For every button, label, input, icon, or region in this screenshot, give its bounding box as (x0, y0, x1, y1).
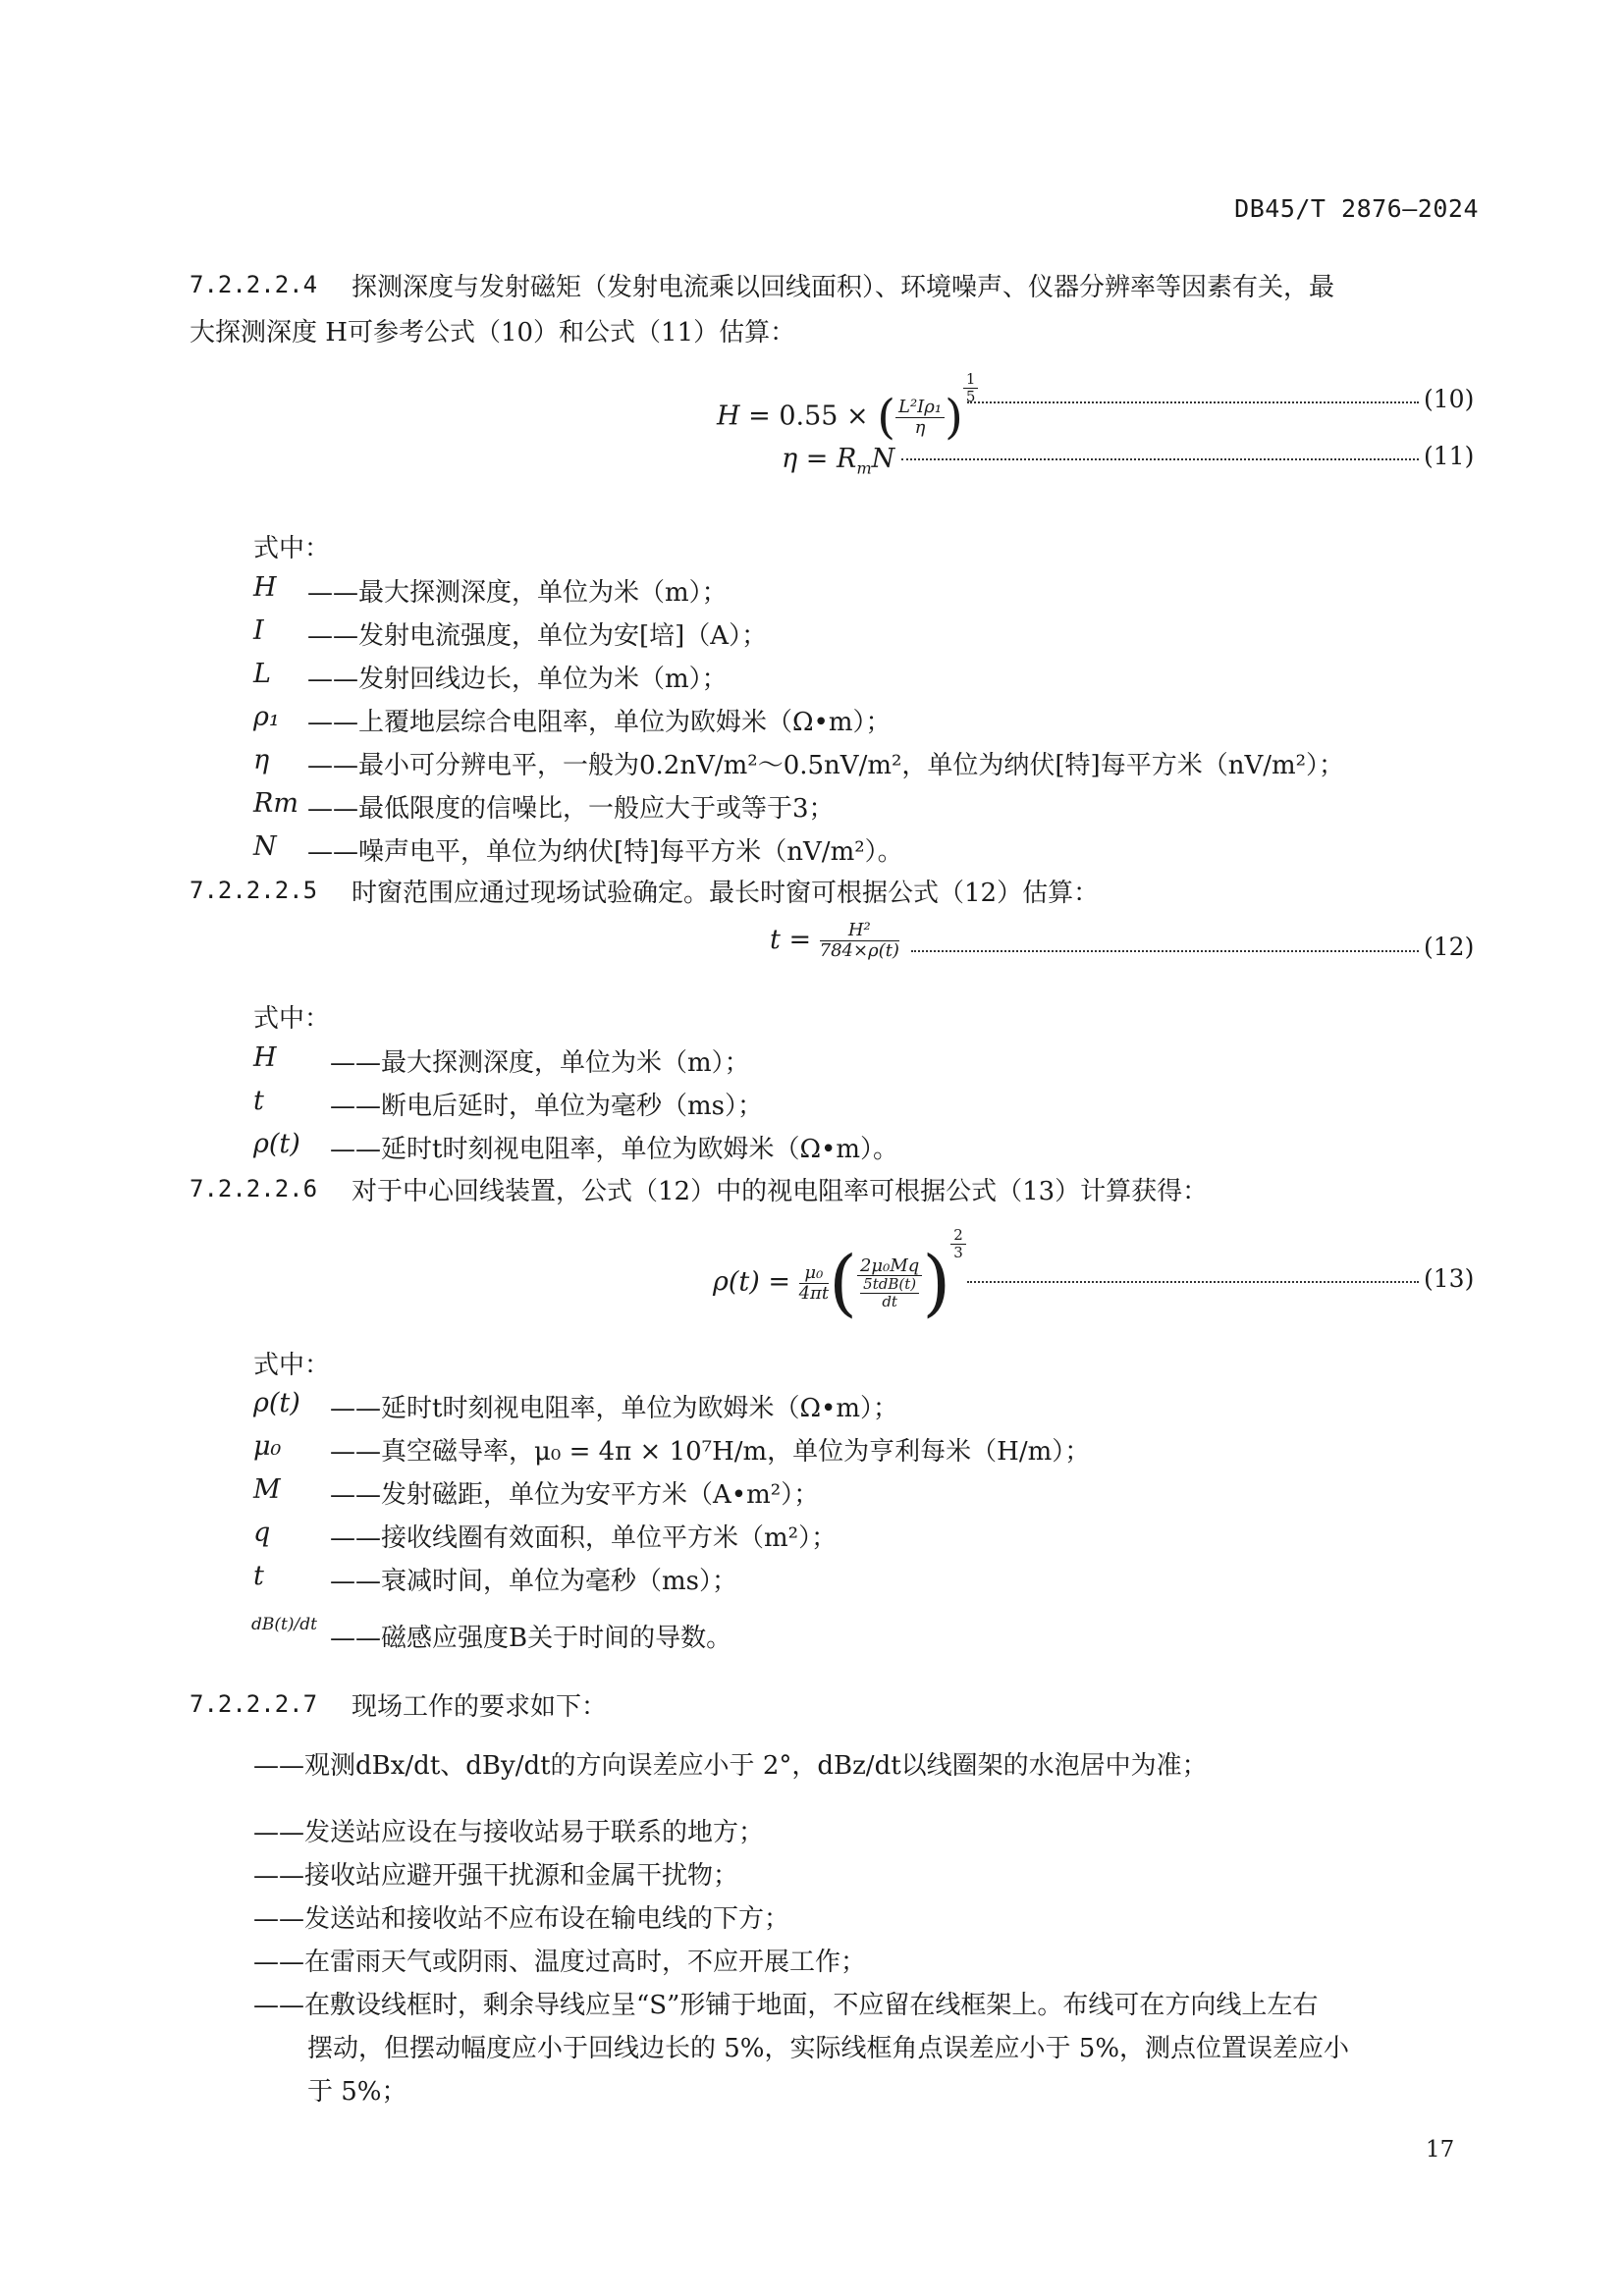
def-symbol: ρ(t) (253, 1129, 300, 1159)
def-symbol: I (253, 615, 264, 646)
def-description: ——最小可分辨电平，一般为0.2nV/m²～0.5nV/m²，单位为纳伏[特]每平方米（nV/m²）； (307, 751, 1345, 780)
where-label-5: 式中： (253, 1004, 331, 1034)
def-symbol: t (253, 1086, 264, 1116)
leader-dots-12 (911, 950, 1419, 952)
def-symbol: Rm (253, 788, 298, 819)
list-item: ——观测dBx/dt、dBy/dt的方向误差应小于 2°，dBz/dt以线圈架的水泡居中为准； (253, 1751, 1208, 1781)
section-number-5: 7.2.2.2.5 (189, 877, 318, 904)
def-symbol: dB(t)/dt (251, 1615, 317, 1634)
def-description: ——发射电流强度，单位为安[培]（A）； (307, 621, 768, 651)
def-symbol: N (253, 831, 277, 862)
def-description: ——发射回线边长，单位为米（m）； (307, 665, 728, 694)
equation-number-11: (11) (1424, 442, 1475, 470)
def-symbol: ρ₁ (253, 702, 280, 732)
def-description: ——延时t时刻视电阻率，单位为欧姆米（Ω•m）。 (330, 1135, 898, 1164)
def-symbol: M (253, 1474, 281, 1505)
list-item-line3: 于 5%； (307, 2077, 407, 2107)
document-code: DB45/T 2876—2024 (1234, 194, 1479, 223)
list-item-line1: ——在敷设线框时，剩余导线应呈“S”形铺于地面，不应留在线框架上。布线可在方向线上左右 (253, 1991, 1319, 2020)
where-label-4: 式中： (253, 534, 331, 563)
equation-number-10: (10) (1424, 385, 1475, 413)
where-label-6: 式中： (253, 1351, 331, 1380)
equation-11: $\eta = R_mN$ (782, 444, 895, 478)
list-item: ——在雷雨天气或阴雨、温度过高时，不应开展工作； (253, 1948, 867, 1977)
section-text-5: 时窗范围应通过现场试验确定。最长时窗可根据公式（12）估算： (352, 879, 1100, 908)
def-symbol: μ₀ (253, 1431, 282, 1462)
def-symbol: H (253, 1042, 277, 1073)
def-description: ——磁感应强度B关于时间的导数。 (330, 1624, 732, 1653)
equation-10: H = 0.55 × ( $\frac{\text{L²Iρ₁}}{\eta}$ ) $\frac{1}{5}$ (717, 371, 978, 441)
list-item: ——接收站应避开强干扰源和金属干扰物； (253, 1861, 739, 1891)
equation-number-13: (13) (1424, 1264, 1475, 1293)
section-number-6: 7.2.2.2.6 (189, 1175, 318, 1202)
equation-13: ρ(t) = $\frac{\text{μ₀}}{4\pi t}$ ( $\frac{\text{2μ₀Mq}}{\frac{\text{5tdB(t)}}{dt}}$ ) $\frac{2}{3}$ (713, 1227, 966, 1319)
def-description: ——发射磁距，单位为安平方米（A•m²）； (330, 1480, 820, 1510)
def-symbol: t (253, 1561, 264, 1591)
equation-12: t = $\frac{\text{H²}}{784\times\rho(t)}$ (770, 920, 899, 961)
def-description: ——延时t时刻视电阻率，单位为欧姆米（Ω•m）； (330, 1394, 898, 1423)
section-text-7: 现场工作的要求如下： (352, 1692, 608, 1722)
section-number-7: 7.2.2.2.7 (189, 1690, 318, 1718)
list-item-line2: 摆动，但摆动幅度应小于回线边长的 5%，实际线框角点误差应小于 5%，测点位置误差应小 (307, 2034, 1350, 2063)
leader-dots-10 (967, 401, 1419, 403)
def-description: ——上覆地层综合电阻率，单位为欧姆米（Ω•m）； (307, 708, 892, 737)
section-number-4: 7.2.2.2.4 (189, 271, 318, 298)
def-symbol: ρ(t) (253, 1388, 300, 1418)
section-text-4-line2: 大探测深度 H可参考公式（10）和公式（11）估算： (189, 318, 796, 347)
def-description: ——接收线圈有效面积，单位平方米（m²）； (330, 1523, 838, 1553)
leader-dots-11 (901, 458, 1419, 460)
def-description: ——最低限度的信噪比，一般应大于或等于3； (307, 794, 835, 824)
def-description: ——断电后延时，单位为毫秒（ms）； (330, 1092, 763, 1121)
def-symbol: q (253, 1518, 271, 1548)
def-symbol: H (253, 572, 277, 603)
list-item: ——发送站和接收站不应布设在输电线的下方； (253, 1904, 790, 1934)
def-symbol: L (253, 659, 271, 689)
section-text-4-line1: 探测深度与发射磁矩（发射电流乘以回线面积）、环境噪声、仪器分辨率等因素有关，最 (352, 273, 1335, 302)
def-description: ——最大探测深度，单位为米（m）； (307, 578, 728, 608)
def-symbol: η (253, 745, 270, 775)
page-number: 17 (1426, 2137, 1455, 2163)
leader-dots-13 (967, 1281, 1419, 1283)
def-description: ——最大探测深度，单位为米（m）； (330, 1048, 750, 1078)
def-description: ——噪声电平，单位为纳伏[特]每平方米（nV/m²）。 (307, 837, 903, 867)
equation-number-12: (12) (1424, 933, 1475, 961)
list-item: ——发送站应设在与接收站易于联系的地方； (253, 1818, 765, 1847)
def-description: ——衰减时间，单位为毫秒（ms）； (330, 1567, 737, 1596)
def-description: ——真空磁导率，μ₀ = 4π × 10⁷H/m，单位为亨利每米（H/m）； (330, 1437, 1091, 1467)
section-text-6: 对于中心回线装置，公式（12）中的视电阻率可根据公式（13）计算获得： (352, 1177, 1209, 1206)
